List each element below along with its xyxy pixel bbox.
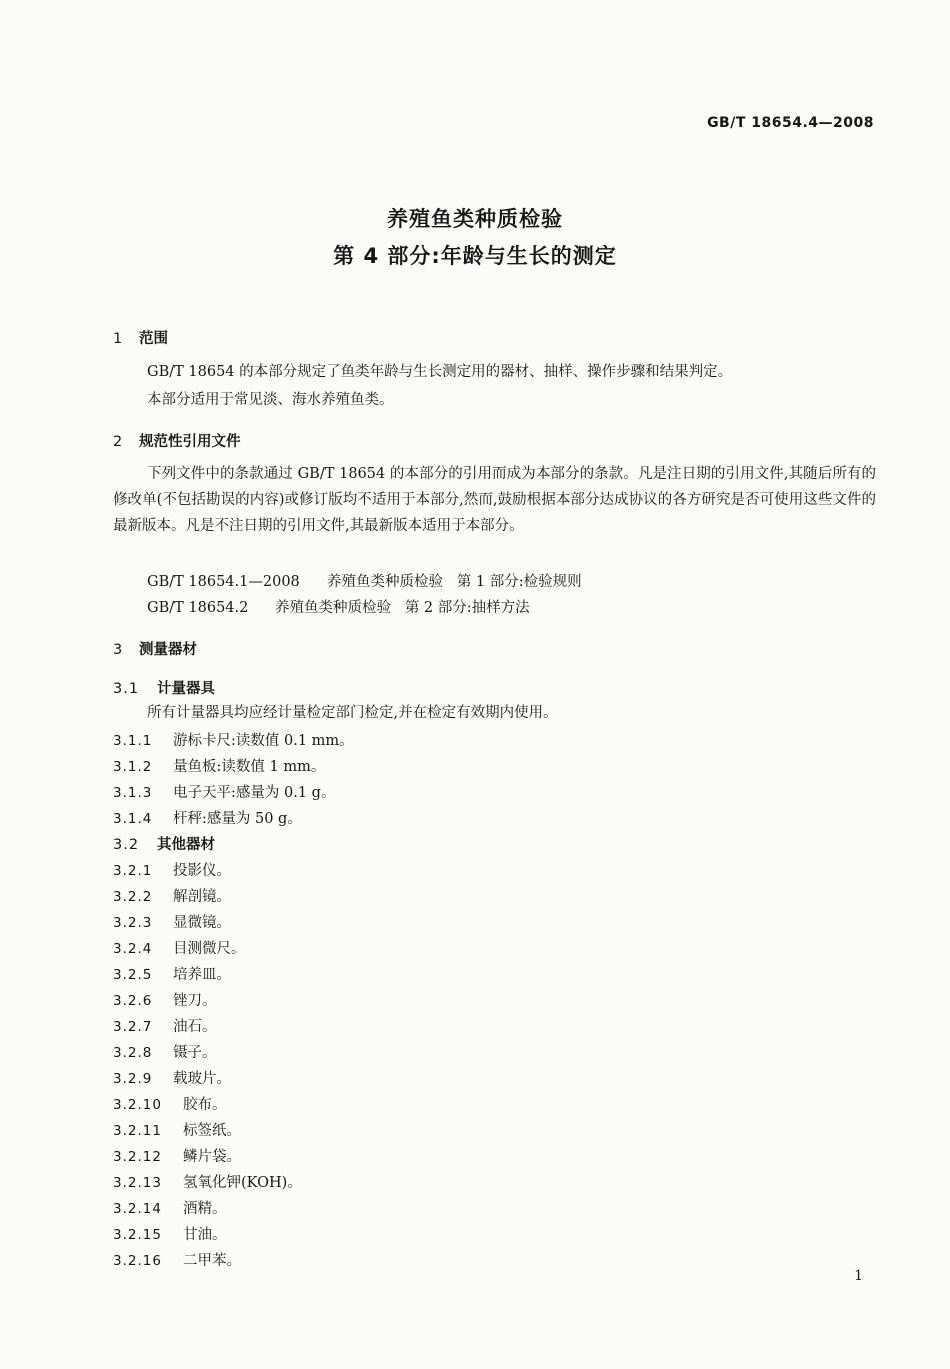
list-item: [113, 989, 217, 1010]
section-number: 2: [113, 434, 123, 450]
reference-title: 养殖鱼类种质检验: [275, 600, 391, 616]
item-text: 解剖镜。: [173, 889, 231, 905]
reference-title: 养殖鱼类种质检验: [327, 574, 443, 590]
list-item: [113, 1197, 227, 1218]
section-title: 测量器材: [139, 642, 197, 658]
item-number: 3.2.9: [113, 1071, 153, 1087]
list-item: [113, 781, 335, 802]
subsection-title: 其他器材: [157, 837, 215, 853]
subsection-title: 计量器具: [157, 681, 215, 697]
item-number: 3.2.15: [113, 1227, 162, 1243]
item-text: 量鱼板:读数值 1 mm。: [173, 759, 326, 775]
section-1-para-2: 本部分适用于常见淡、海水养殖鱼类。: [147, 392, 394, 408]
item-number: 3.2.11: [113, 1123, 162, 1139]
item-text: 锉刀。: [173, 993, 217, 1009]
item-number: 3.2.14: [113, 1201, 162, 1217]
page-number: 1: [854, 1268, 863, 1284]
section-title: 范围: [139, 331, 168, 347]
item-text: 鳞片袋。: [183, 1149, 241, 1165]
item-text: 氢氧化钾(KOH)。: [183, 1175, 302, 1191]
item-number: 3.2.16: [113, 1253, 162, 1269]
standard-code: GB/T 18654.4—2008: [707, 115, 874, 131]
subsection-3-1-heading: [113, 677, 215, 698]
list-item: [113, 1067, 231, 1088]
item-number: 3.2.2: [113, 889, 153, 905]
subsection-3-1-intro: 所有计量器具均应经计量检定部门检定,并在检定有效期内使用。: [147, 705, 558, 721]
section-number: 1: [113, 331, 123, 347]
item-text: 甘油。: [183, 1227, 227, 1243]
item-text: 电子天平:感量为 0.1 g。: [173, 785, 336, 801]
item-text: 胶布。: [183, 1097, 227, 1113]
section-3-heading: [113, 638, 197, 659]
item-number: 3.2.6: [113, 993, 153, 1009]
section-2-paragraph: 下列文件中的条款通过 GB/T 18654 的本部分的引用而成为本部分的条款。凡是注日期的引用文件,其随后所有的修改单(不包括勘误的内容)或修订版均不适用于本部分,然而,鼓励根据本部分达成协议的各方研究是否可使用这些文件的最新版本。凡是不注日期的引用文件,其最新版本适用于本部分。: [113, 466, 876, 534]
list-item: [113, 1249, 241, 1270]
item-number: 3.2.8: [113, 1045, 153, 1061]
item-text: 培养皿。: [173, 967, 231, 983]
item-number: 3.2.7: [113, 1019, 153, 1035]
list-item: [113, 1015, 217, 1036]
item-text: 标签纸。: [183, 1123, 241, 1139]
section-1-heading: [113, 327, 168, 348]
list-item: [113, 1093, 227, 1114]
item-text: 投影仪。: [173, 863, 231, 879]
section-1-para-1: GB/T 18654 的本部分规定了鱼类年龄与生长测定用的器材、抽样、操作步骤和结果判定。: [147, 364, 733, 380]
item-text: 镊子。: [173, 1045, 217, 1061]
item-number: 3.2.5: [113, 967, 153, 983]
item-number: 3.1.4: [113, 811, 153, 827]
subsection-number: 3.2: [113, 837, 140, 853]
item-number: 3.2.13: [113, 1175, 162, 1191]
item-number: 3.2.1: [113, 863, 153, 879]
list-item: [113, 1171, 302, 1192]
subsection-number: 3.1: [113, 681, 140, 697]
item-number: 3.1.2: [113, 759, 153, 775]
list-item: [113, 859, 231, 880]
list-item: [113, 755, 325, 776]
reference-part: 第 2 部分:抽样方法: [404, 600, 530, 616]
item-text: 目测微尺。: [173, 941, 246, 957]
list-item: [113, 1223, 227, 1244]
reference-part: 第 1 部分:检验规则: [456, 574, 582, 590]
item-text: 二甲苯。: [183, 1253, 241, 1269]
item-text: 载玻片。: [173, 1071, 231, 1087]
list-item: [113, 729, 354, 750]
list-item: [113, 1119, 241, 1140]
title-line-1: 养殖鱼类种质检验: [387, 207, 563, 231]
section-title: 规范性引用文件: [139, 434, 241, 450]
list-item: [113, 807, 302, 828]
item-number: 3.2.3: [113, 915, 153, 931]
title-line-2: 第 4 部分:年龄与生长的测定: [333, 244, 617, 268]
reference-code: GB/T 18654.1—2008: [147, 574, 300, 590]
item-number: 3.2.10: [113, 1097, 162, 1113]
subsection-3-2-heading: [113, 833, 215, 854]
list-item: [113, 1145, 241, 1166]
section-2-heading: [113, 430, 241, 451]
list-item: [113, 885, 231, 906]
item-text: 显微镜。: [173, 915, 231, 931]
item-number: 3.2.12: [113, 1149, 162, 1165]
item-number: 3.2.4: [113, 941, 153, 957]
list-item: [113, 911, 231, 932]
item-text: 酒精。: [183, 1201, 227, 1217]
list-item: [113, 937, 246, 958]
list-item: [113, 1041, 217, 1062]
item-text: 杆秤:感量为 50 g。: [173, 811, 302, 827]
list-item: [113, 963, 231, 984]
item-text: 游标卡尺:读数值 0.1 mm。: [173, 733, 354, 749]
reference-item: [147, 596, 530, 617]
reference-code: GB/T 18654.2: [147, 600, 249, 616]
item-number: 3.1.3: [113, 785, 153, 801]
reference-item: [147, 570, 582, 591]
item-text: 油石。: [173, 1019, 217, 1035]
item-number: 3.1.1: [113, 733, 153, 749]
section-number: 3: [113, 642, 123, 658]
